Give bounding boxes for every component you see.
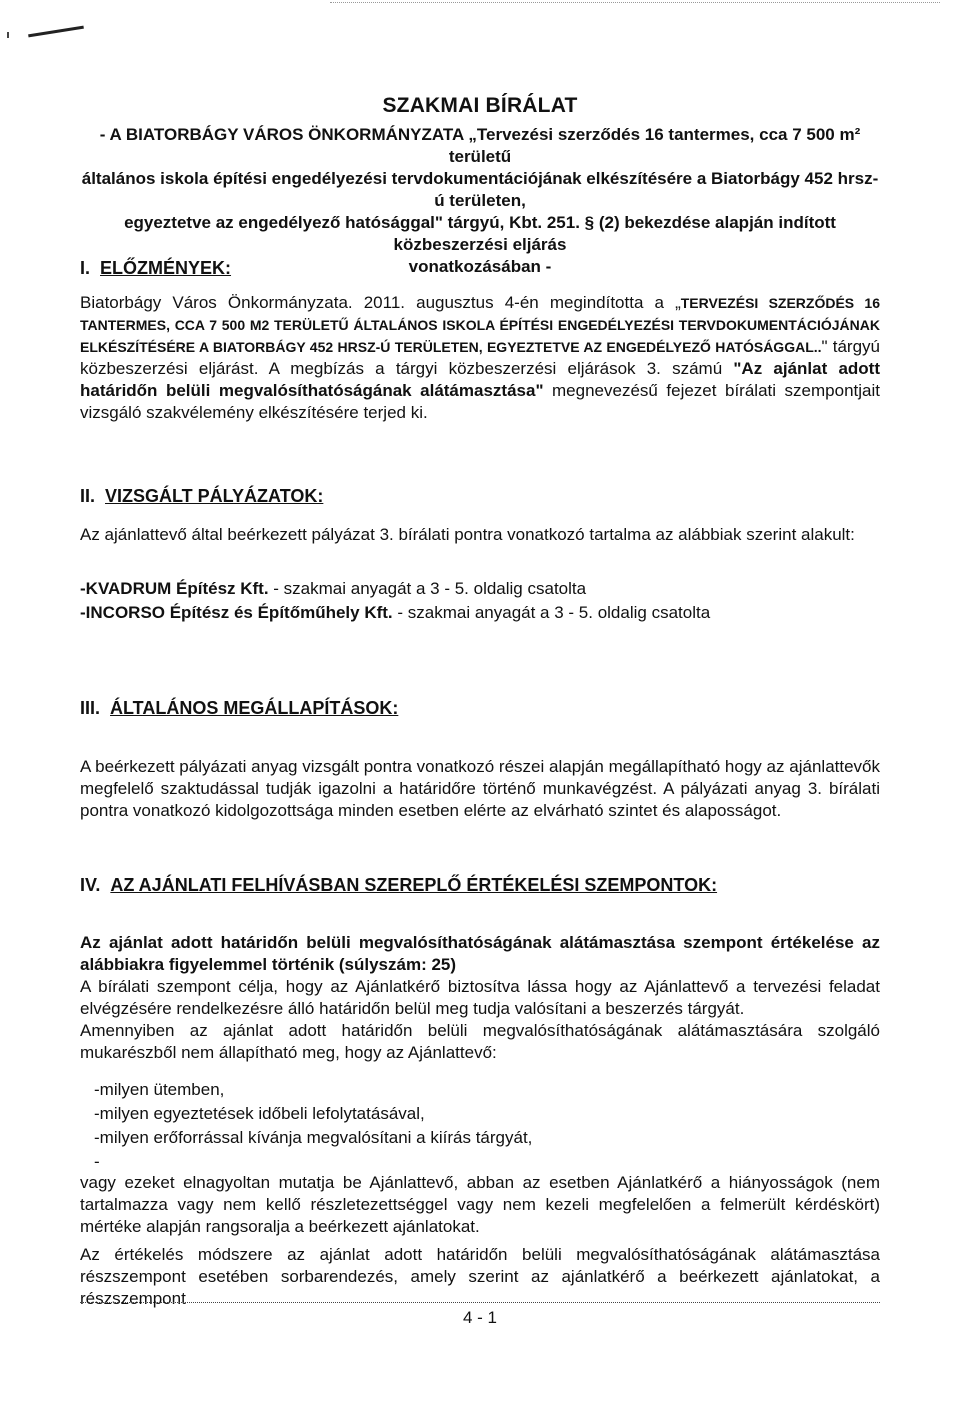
chapter-title: "Az ajánlat adott határidőn belüli megvalósíthatóságának alátámasztása" (80, 359, 881, 400)
text-run: megnevezésű fejezet bírálati szempontjait vizsgáló szakvélemény elkészítésére terjed ki. (80, 381, 880, 422)
section-4-paragraph: Amennyiben az ajánlat adott határidőn belüli megvalósíthatóságának alátámasztására szolgáló mukarészből nem állapítható meg, hogy az Ajánlattevő: (80, 1021, 880, 1062)
bidder-note: - szakmai anyagát a 3 - 5. oldalig csatolta (268, 579, 587, 598)
list-item: -milyen ütemben, (94, 1080, 225, 1099)
criterion-heading: Az ajánlat adott határidőn belüli megvalósíthatóságának alátámasztása szempont értékelése az alábbiakra figyelemmel történik (súlyszám: 25) (80, 933, 880, 974)
scan-pen-mark (28, 26, 84, 38)
section-label: ÁLTALÁNOS MEGÁLLAPÍTÁSOK: (110, 698, 399, 718)
section-4-paragraph: A bírálati szempont célja, hogy az Ajánlatkérő biztosítva lássa hogy az Ajánlattevő a tervezési feladat elvégzésére rendelkezésre álló határidőn belül meg tudja valósítani a beszerzés tárgyát. (80, 977, 880, 1018)
section-heading-4 (80, 875, 717, 896)
subject-line: általános iskola építési engedélyezési tervdokumentációjának elkészítésére a Biatorbágy 452 hrsz-ú területen, (81, 169, 879, 210)
section-heading-2 (80, 486, 323, 507)
subject-block (80, 124, 880, 278)
list-item: -milyen erőforrással kívánja megvalósítani a kiírás tárgyát, (94, 1128, 533, 1147)
criteria-list (94, 1078, 532, 1174)
section-4-paragraph: Az értékelés módszere az ajánlat adott határidőn belüli megvalósíthatóságának alátámasztása részszempont esetében sorbarendezés, amely szerint az ajánlatkérő a beérkezett ajánlatokat, a részszempont (80, 1245, 880, 1308)
bidder-name: -KVADRUM Építész Kft. (80, 579, 269, 598)
section-2-intro: Az ajánlattevő által beérkezett pályázat 3. bírálati pontra vonatkozó tartalma az alábbiak szerint alakult: (80, 525, 855, 544)
section-number: III. (80, 698, 101, 718)
bidder-line (80, 602, 880, 624)
section-label: AZ AJÁNLATI FELHÍVÁSBAN SZEREPLŐ ÉRTÉKELÉSI SZEMPONTOK: (110, 875, 718, 895)
scan-dot-mark (7, 32, 9, 38)
bidder-name: -INCORSO Építész és Építőműhely Kft. (80, 603, 393, 622)
subject-line: - A BIATORBÁGY VÁROS ÖNKORMÁNYZATA „Tervezési szerződés 16 tantermes, cca 7 500 m² területű (99, 125, 861, 166)
section-heading-1 (80, 258, 231, 279)
section-heading-3 (80, 698, 398, 719)
subject-line: egyeztetve az engedélyező hatósággal" tárgyú, Kbt. 251. § (2) bekezdése alapján indított közbeszerzési eljárás (124, 213, 836, 254)
subject-line: vonatkozásában - (408, 257, 552, 276)
list-item: -milyen egyeztetések időbeli lefolytatásával, (94, 1104, 425, 1123)
section-number: II. (80, 486, 96, 506)
footer-rule (80, 1302, 880, 1303)
section-label: ELŐZMÉNYEK: (100, 258, 232, 278)
tender-title-caps: TERVEZÉSI SZERZŐDÉS 16 TANTERMES, CCA 7 500 M2 TERÜLETŰ ÁLTALÁNOS ISKOLA ÉPÍTÉSI ENGEDÉLYEZÉSI TERVDOKUMENTÁCIÓJÁNAK ELKÉSZÍTÉSÉRE A BIATORBÁGY 452 HRSZ-Ú TERÜLETEN, EGYEZTETVE AZ ENGEDÉLYEZŐ HATÓSÁGGAL.. (80, 295, 880, 355)
document-title: SZAKMAI BÍRÁLAT (382, 94, 578, 117)
bidder-note: - szakmai anyagát a 3 - 5. oldalig csatolta (392, 603, 711, 622)
bidder-line (80, 578, 880, 600)
text-run: Biatorbágy Város Önkormányzata. 2011. augusztus 4-én megindította a „ (80, 293, 681, 312)
section-number: I. (80, 258, 91, 278)
section-label: VIZSGÁLT PÁLYÁZATOK: (105, 486, 324, 506)
section-1-paragraph (80, 292, 880, 424)
section-3-paragraph: A beérkezett pályázati anyag vizsgált pontra vonatkozó részei alapján megállapítható hogy az ajánlattevők megfelelő szaktudással tudják igazolni a határidőre történő munkavégzést. A pályázati anyag 3. bírálati pontra vonatkozó kidolgozottsága minden esetben elérte az elvárható szintet és alaposságot. (80, 757, 880, 820)
page-number: 4 - 1 (462, 1308, 498, 1327)
scan-top-border (330, 2, 940, 4)
list-item: - (94, 1152, 100, 1171)
section-number: IV. (80, 875, 101, 895)
section-4-paragraph: vagy ezeket elnagyoltan mutatja be Ajánlattevő, abban az esetben Ajánlatkérő a hiányosságok (nem tartalmazza vagy nem kellő részletezettséggel vagy nem kezeli megfelelően a felmerült kérdéskört) mértéke alapján rangsoralja a beérkezett ajánlatokat. (80, 1173, 880, 1236)
text-run: " tárgyú közbeszerzési eljárást. A megbízás a tárgyi közbeszerzési eljárások 3. számú (80, 337, 880, 378)
